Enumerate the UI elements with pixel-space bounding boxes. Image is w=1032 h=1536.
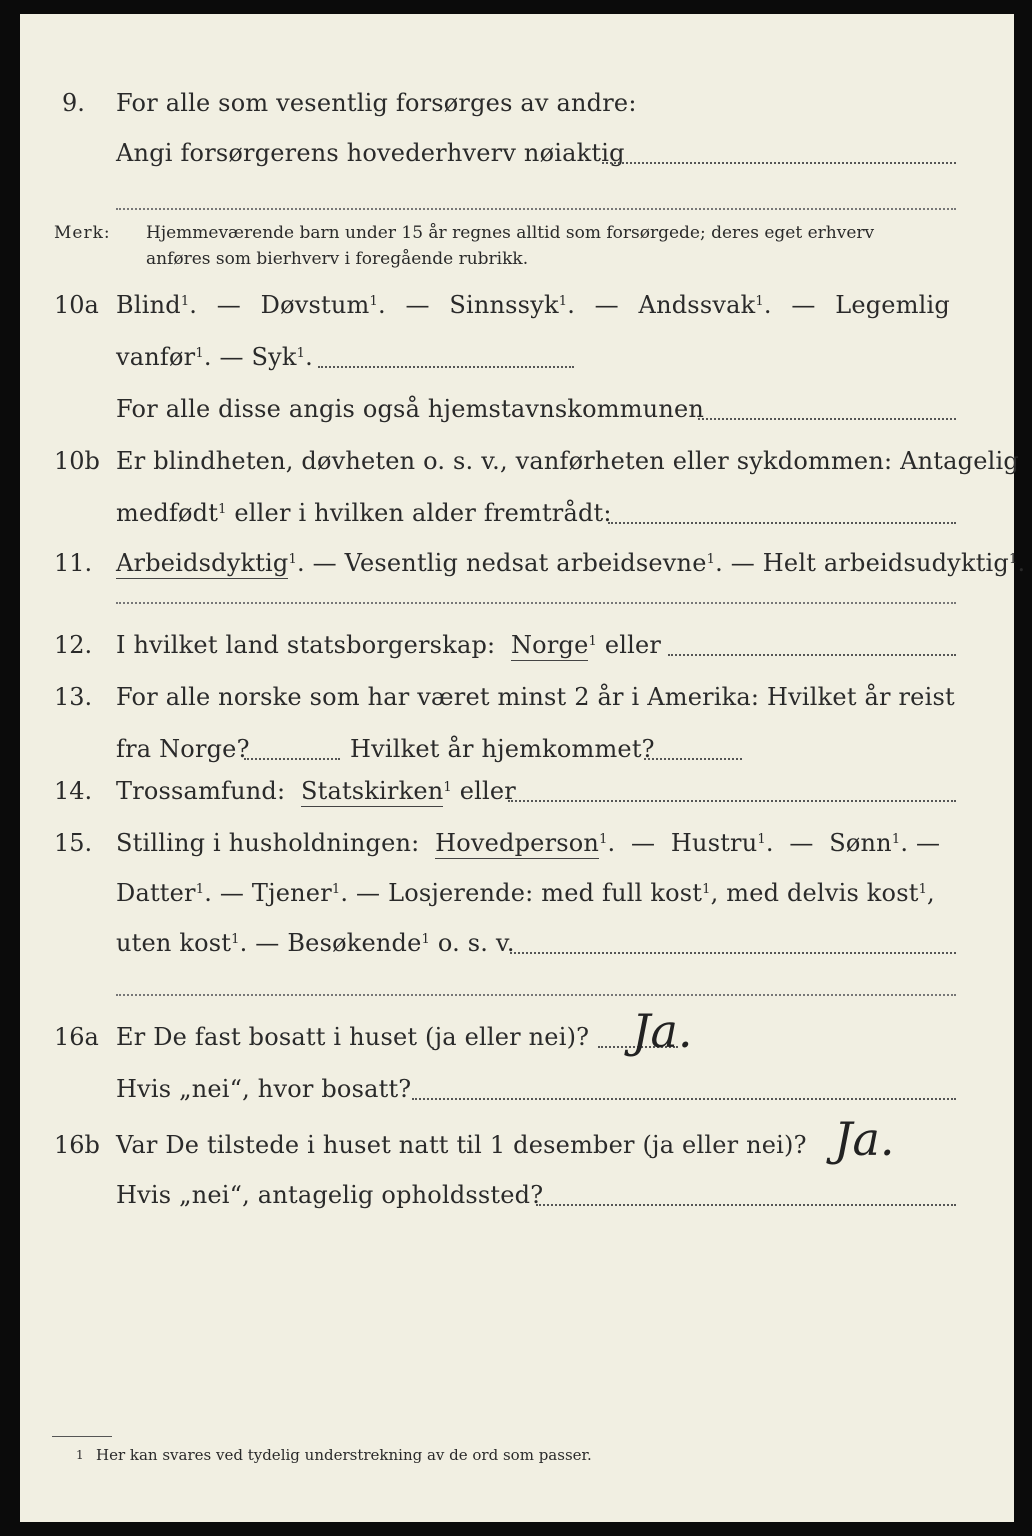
- q11-arbeidsdyktig[interactable]: Arbeidsdyktig: [116, 549, 289, 577]
- census-form-page: [20, 14, 1026, 1522]
- q15-delvis-kost[interactable]: med delvis kost: [726, 879, 919, 907]
- q10a-line1: Blind$^1$. — Døvstum$^1$. — Sinnssyk$^1$. — Andssvak$^1$. — Legemlig: [116, 291, 950, 319]
- q11-number: 11.: [54, 549, 93, 577]
- q12-eller: eller: [604, 631, 662, 659]
- q9-line2: Angi forsørgerens hovederhverv nøiaktig: [116, 139, 625, 167]
- q13-line1: For alle norske som har været minst 2 år i Amerika: Hvilket år reist: [116, 683, 955, 711]
- q15-uten-kost[interactable]: uten kost: [116, 929, 232, 957]
- q11-nedsat[interactable]: Vesentlig nedsat arbeidsevne: [344, 549, 707, 577]
- q12-norge[interactable]: Norge: [510, 631, 589, 659]
- q16b-line2: Hvis „nei“, antagelig opholdssted?: [116, 1181, 544, 1209]
- sup-19: 1: [918, 882, 928, 897]
- q9-line1: For alle som vesentlig forsørges av andre:: [116, 89, 637, 117]
- sup-15: 1: [891, 832, 901, 847]
- q9-number: 9.: [62, 89, 85, 117]
- q16b-opholdssted-line[interactable]: [536, 1204, 956, 1206]
- q15-line1: Stilling i husholdningen: Hovedperson$^1$. — Hustru$^1$. — Sønn$^1$. —: [116, 829, 941, 857]
- q10a-line2: vanfør$^1$. — Syk$^1$.: [116, 343, 313, 371]
- sup-14: 1: [757, 832, 766, 847]
- sup-7: 1: [218, 502, 227, 517]
- q15-hovedperson[interactable]: Hovedperson: [435, 829, 600, 857]
- sup-21: 1: [421, 932, 430, 947]
- q10a-blind[interactable]: Blind: [116, 291, 181, 319]
- q16b-handwritten-answer[interactable]: Ja.: [834, 1112, 895, 1166]
- q10b-line2: [116, 498, 612, 528]
- q13-line2b: Hvilket år hjemkommet?: [350, 735, 655, 763]
- q10a-vanfor[interactable]: vanfør: [116, 343, 196, 371]
- merk-label: Merk:: [54, 223, 111, 243]
- sup-18: 1: [702, 882, 711, 897]
- q10a-kommune-line[interactable]: [698, 418, 956, 420]
- q10a-syk[interactable]: Syk: [251, 343, 297, 371]
- q10a-syk-line[interactable]: [318, 366, 574, 368]
- q14-eller: eller: [459, 777, 516, 805]
- sup-2: 1: [369, 294, 378, 309]
- q11-line: Arbeidsdyktig$^1$. — Vesentlig nedsat arbeidsevne$^1$. — Helt arbeidsudyktig$^1$.: [116, 549, 1026, 577]
- sup-4: 1: [755, 294, 764, 309]
- q10a-andssvak[interactable]: Andssvak: [638, 291, 756, 319]
- q15-hustru[interactable]: Hustru: [670, 829, 758, 857]
- q11-udyktig[interactable]: Helt arbeidsudyktig: [762, 549, 1009, 577]
- q10b-line1: Er blindheten, døvheten o. s. v., vanførheten eller sykdommen: Antagelig: [116, 447, 1019, 475]
- q9-extra-line[interactable]: [116, 208, 956, 210]
- q15-datter[interactable]: Datter: [116, 879, 196, 907]
- q16a-line2: Hvis „nei“, hvor bosatt?: [116, 1075, 412, 1103]
- merk-line2: anføres som bierhverv i foregående rubrikk.: [146, 249, 529, 269]
- sup-5: 1: [195, 346, 204, 361]
- q10a-line3: For alle disse angis også hjemstavnskommunen: [116, 395, 705, 423]
- q10a-number: 10a: [54, 291, 99, 319]
- q11-extra-line[interactable]: [116, 602, 956, 604]
- q13-number: 13.: [54, 683, 93, 711]
- q15-osv: o. s. v.: [437, 929, 515, 957]
- q9-answer-line[interactable]: [602, 162, 956, 164]
- sup-6: 1: [296, 346, 306, 361]
- sup-20: 1: [231, 932, 240, 947]
- q10b-answer-line[interactable]: [608, 522, 956, 524]
- q13-hjemkommet-line[interactable]: [644, 758, 742, 760]
- q15-besokende[interactable]: Besøkende: [287, 929, 422, 957]
- q16b-line1: Var De tilstede i huset natt til 1 desember (ja eller nei)?: [116, 1131, 807, 1159]
- q15-sonn[interactable]: Sønn: [829, 829, 892, 857]
- footnote-text: Her kan svares ved tydelig understrekning av de ord som passer.: [96, 1446, 592, 1464]
- q14-text: Trossamfund:: [116, 777, 286, 805]
- q15-line2: Datter$^1$. — Tjener$^1$. — Losjerende: med full kost$^1$, med delvis kost$^1$,: [116, 879, 935, 907]
- q15-answer-line[interactable]: [510, 952, 956, 954]
- q12-answer-line[interactable]: [668, 654, 956, 656]
- q10a-legemlig[interactable]: Legemlig: [835, 291, 950, 319]
- q16a-line1: Er De fast bosatt i huset (ja eller nei)?: [116, 1023, 590, 1051]
- q10b-alder: eller i hvilken alder fremtrådt:: [234, 499, 612, 527]
- q15-text: Stilling i husholdningen:: [116, 829, 420, 857]
- q16a-handwritten-answer[interactable]: Ja.: [632, 1004, 693, 1058]
- q15-extra-line[interactable]: [116, 994, 956, 996]
- sup-17: 1: [331, 882, 341, 897]
- q15-losjerende: Losjerende:: [388, 879, 534, 907]
- sup-12: 1: [443, 780, 452, 795]
- q10b-number: 10b: [54, 447, 100, 475]
- sup-11: 1: [588, 634, 597, 649]
- q15-tjener[interactable]: Tjener: [251, 879, 332, 907]
- sup-8: 1: [288, 552, 297, 567]
- q16b-number: 16b: [54, 1131, 100, 1159]
- sup-16: 1: [195, 882, 205, 897]
- q15-full-kost[interactable]: med full kost: [541, 879, 703, 907]
- sup-1: 1: [180, 294, 190, 309]
- q15-number: 15.: [54, 829, 93, 857]
- q16a-number: 16a: [54, 1023, 99, 1051]
- q14-line: [116, 776, 516, 806]
- q10a-dovstum[interactable]: Døvstum: [260, 291, 370, 319]
- sup-13: 1: [599, 832, 608, 847]
- q13-reist-line[interactable]: [244, 758, 340, 760]
- q10a-sinnssyk[interactable]: Sinnssyk: [449, 291, 559, 319]
- footnote-mark: 1: [76, 1448, 84, 1462]
- sup-10: 1: [1008, 552, 1018, 567]
- sup-9: 1: [706, 552, 716, 567]
- q12-text: I hvilket land statsborgerskap:: [116, 631, 496, 659]
- q15-line3: uten kost$^1$. — Besøkende$^1$ o. s. v.: [116, 929, 515, 957]
- q14-answer-line[interactable]: [508, 800, 956, 802]
- q12-number: 12.: [54, 631, 93, 659]
- footnote-rule: [52, 1436, 112, 1437]
- q10b-medfodt[interactable]: medfødt: [116, 499, 219, 527]
- merk-line1: Hjemmeværende barn under 15 år regnes alltid som forsørgede; deres eget erhverv: [146, 223, 875, 243]
- q16a-bosatt-line[interactable]: [412, 1098, 956, 1100]
- sup-3: 1: [558, 294, 568, 309]
- q13-line2a: fra Norge?: [116, 735, 250, 763]
- q12-line: [116, 630, 661, 660]
- q14-statskirken[interactable]: Statskirken: [300, 777, 444, 805]
- q14-number: 14.: [54, 777, 93, 805]
